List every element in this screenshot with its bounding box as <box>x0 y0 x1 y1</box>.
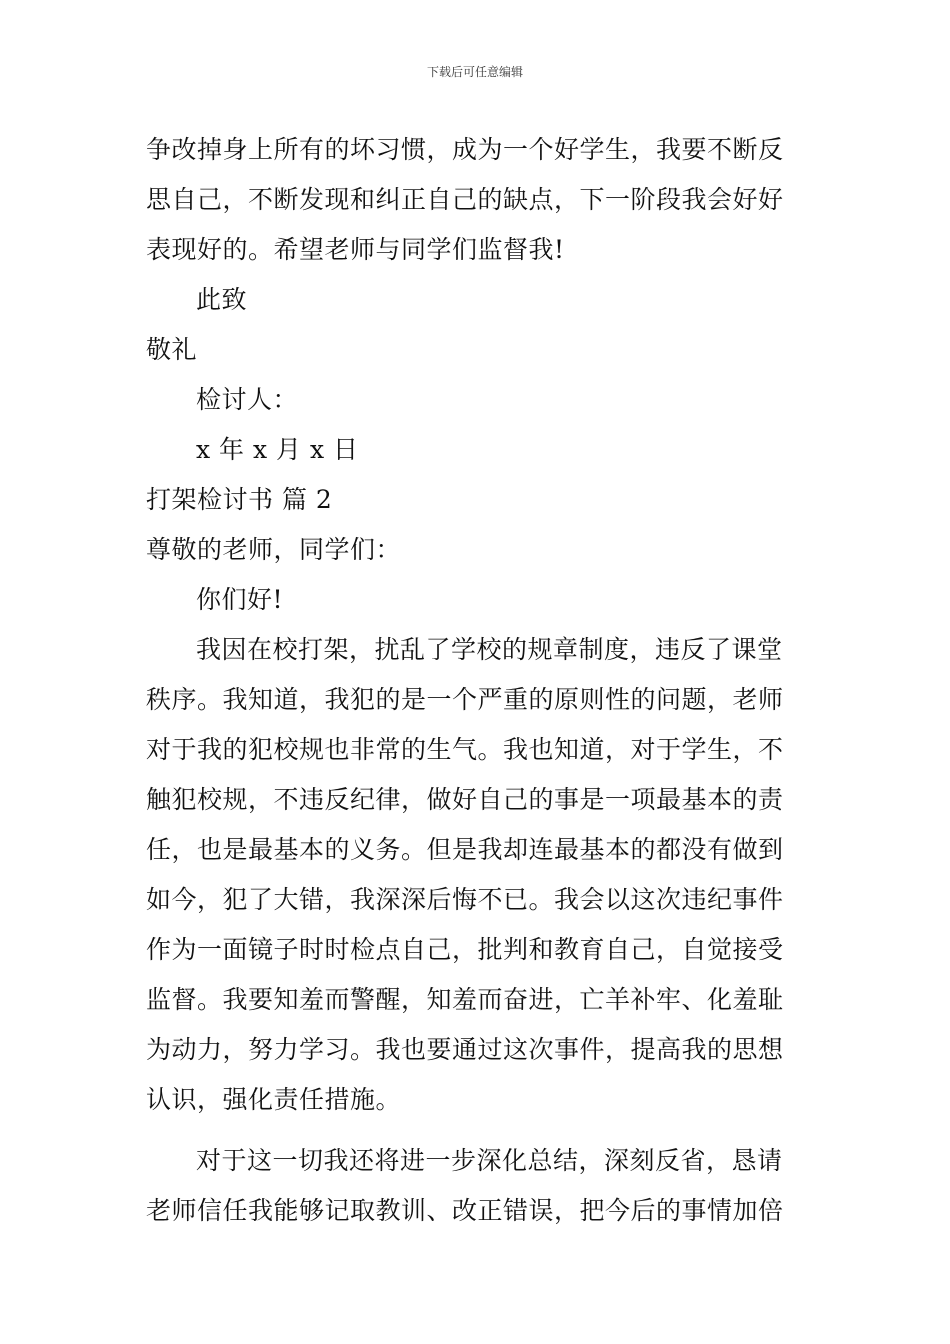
paragraph-line: 作为一面镜子时时检点自己，批判和教育自己，自觉接受 <box>146 935 784 964</box>
paragraph-line: 表现好的。希望老师与同学们监督我! <box>146 235 565 264</box>
paragraph-line: 监督。我要知羞而警醒，知羞而奋进，亡羊补牢、化羞耻 <box>146 985 784 1014</box>
page-header-note: 下载后可任意编辑 <box>426 65 523 79</box>
paragraph-line: 思自己，不断发现和纠正自己的缺点，下一阶段我会好好 <box>146 185 784 214</box>
closing-phrase: 此致 <box>196 285 248 314</box>
paragraph-line: 秩序。我知道，我犯的是一个严重的原则性的问题，老师 <box>146 685 784 714</box>
salutation: 敬礼 <box>146 335 198 364</box>
paragraph-line: 争改掉身上所有的坏习惯，成为一个好学生，我要不断反 <box>146 135 784 164</box>
paragraph-line: 认识，强化责任措施。 <box>146 1085 402 1114</box>
signer-label: 检讨人： <box>196 385 299 414</box>
paragraph-line: 任，也是最基本的义务。但是我却连最基本的都没有做到 <box>146 835 784 864</box>
paragraph-line: 触犯校规，不违反纪律，做好自己的事是一项最基本的责 <box>146 785 784 814</box>
document-body <box>146 125 810 1236</box>
greeting: 尊敬的老师，同学们： <box>146 535 402 564</box>
paragraph-line: 对于我的犯校规也非常的生气。我也知道，对于学生，不 <box>146 735 784 764</box>
paragraph-line: 为动力，努力学习。我也要通过这次事件，提高我的思想 <box>146 1035 784 1064</box>
paragraph-line: 老师信任我能够记取教训、改正错误，把今后的事情加倍 <box>146 1196 784 1225</box>
section-title: 打架检讨书 篇 2 <box>146 485 333 514</box>
paragraph-line: 我因在校打架，扰乱了学校的规章制度，违反了课堂 <box>196 635 783 664</box>
paragraph-line: 对于这一切我还将进一步深化总结，深刻反省，恳请 <box>196 1146 783 1175</box>
signature-date: x 年 x 月 x 日 <box>196 435 359 464</box>
paragraph-line: 如今，犯了大错，我深深后悔不已。我会以这次违纪事件 <box>146 885 784 914</box>
hello-line: 你们好! <box>196 585 284 614</box>
